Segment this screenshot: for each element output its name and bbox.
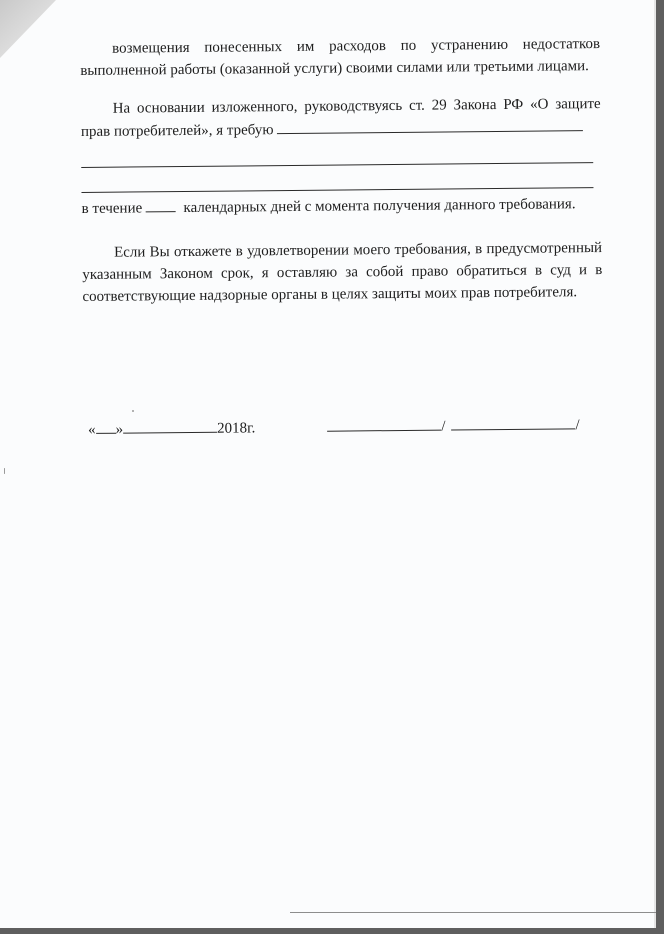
- deadline-days-field[interactable]: [146, 196, 176, 212]
- deadline-prefix: в течение: [81, 200, 143, 217]
- paragraph-refusal: Если Вы откажете в удовлетворении моего требования, в предусмотренный указанным Законом срок, я оставляю за собой право обратиться в суд и в соответствующие надзорные органы в целях защиты моих прав потребителя.: [82, 239, 603, 305]
- demand-blank-field[interactable]: [277, 115, 583, 134]
- paragraph-demand: [81, 93, 601, 143]
- signature-field[interactable]: [327, 415, 441, 432]
- scan-speck: [132, 410, 134, 412]
- scan-edge-line: [290, 912, 656, 913]
- deadline-suffix: календарных дней с момента получения данного требования.: [183, 196, 576, 217]
- folded-corner: [0, 0, 56, 58]
- page-edge: [654, 0, 656, 928]
- scan-speck: [4, 468, 5, 474]
- date-year: 2018г.: [217, 420, 256, 437]
- paragraph-continuation: возмещения понесенных им расходов по устранению недостатков выполненной работы (оказанной услуги) своими силами или третьими лицами.: [80, 36, 601, 79]
- date-open-quote: «: [88, 421, 96, 438]
- signature-date-row: [88, 413, 600, 439]
- demand-blank-line-2[interactable]: [81, 167, 593, 193]
- demand-blank-line-1[interactable]: [81, 142, 593, 168]
- document-body: [80, 33, 603, 308]
- name-decoding-field[interactable]: [451, 413, 575, 430]
- date-day-field[interactable]: [95, 418, 115, 434]
- signature-separator: /: [441, 418, 446, 435]
- date-close-quote: »: [115, 421, 124, 438]
- signature-end-slash: /: [575, 417, 580, 434]
- demand-intro-text: На основании изложенного, руководствуясь ст. 29 Закона РФ «О защите прав потребителей», я требую: [80, 96, 601, 140]
- date-month-field[interactable]: [123, 417, 217, 434]
- paragraph-deadline: [82, 192, 602, 220]
